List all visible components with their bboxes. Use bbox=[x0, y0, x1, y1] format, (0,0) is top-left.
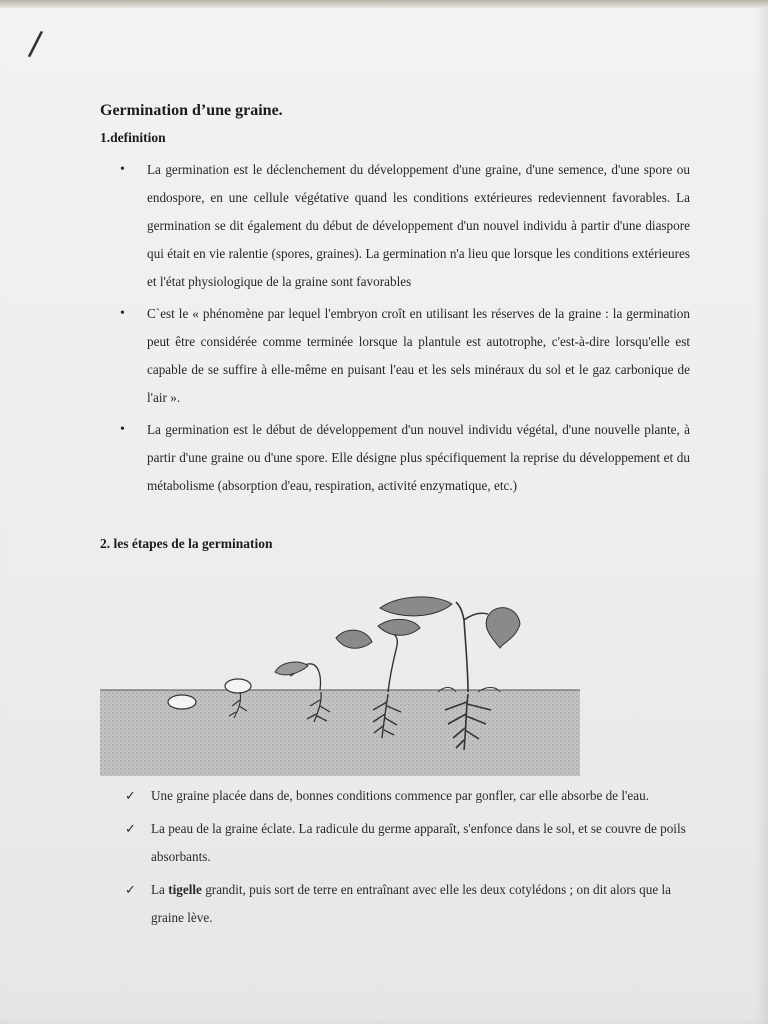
stage-check-item bbox=[125, 815, 690, 871]
definition-bullet: • C`est le « phénomène par lequel l'embryon croît en utilisant les réserves de la graine : la germination peut être considérée comme terminée lorsque la plantule est autotrophe, c'est-à-dire lorsqu'elle est capable de se suffire à elle-même en puisant l'eau et les sels minéraux du sol et le gaz carbonique de l'air ». bbox=[120, 300, 690, 412]
handwritten-mark: / bbox=[26, 20, 45, 67]
section-heading-stages: 2. les étapes de la germination bbox=[100, 536, 273, 551]
definition-bullet: • La germination est le déclenchement du développement d'une graine, d'une semence, d'une spore ou endospore, en une cellule végétative quand les conditions extérieures redeviennent favorables. La germination se dit également du début de développement d'un nouvel individu à partir d'une diaspore qui était en vie ralentie (spores, graines). La germination n'a lieu que lorsque les conditions extérieures et l'état physiologique de la graine sont favorables bbox=[120, 156, 690, 296]
page-top-edge bbox=[0, 0, 768, 8]
stage-check-item bbox=[125, 782, 690, 810]
stage-text: La bbox=[151, 882, 169, 897]
germination-stages-illustration bbox=[100, 580, 580, 776]
stages-check-list bbox=[125, 782, 690, 932]
definition-bullet: • La germination est le début de développement d'un nouvel individu végétal, d'une nouvelle plante, à partir d'une graine ou d'une spore. Elle désigne plus spécifiquement la reprise du développement et du métabolisme (absorption d'eau, respiration, activité enzymatique, etc.) bbox=[120, 416, 690, 500]
definition-bullet-list bbox=[120, 156, 690, 500]
bold-term-tigelle: tigelle bbox=[168, 882, 202, 897]
section-heading-definition: 1.definition bbox=[100, 130, 166, 145]
stage-text: La peau de la graine éclate. La radicule du germe apparaît, s'enfonce dans le sol, et se couvre de poils absorbants. bbox=[151, 821, 686, 864]
seed-stage-1 bbox=[168, 695, 196, 709]
stage-check-item bbox=[125, 876, 690, 932]
document-title: Germination d’une graine. bbox=[100, 102, 283, 119]
stage-text: grandit, puis sort de terre en entraînant avec elle les deux cotylédons ; on dit alors que la graine lève. bbox=[151, 882, 672, 925]
stage-text: Une graine placée dans de, bonnes conditions commence par gonfler, car elle absorbe de l'eau. bbox=[151, 788, 650, 803]
seed-stage-2 bbox=[225, 679, 251, 693]
